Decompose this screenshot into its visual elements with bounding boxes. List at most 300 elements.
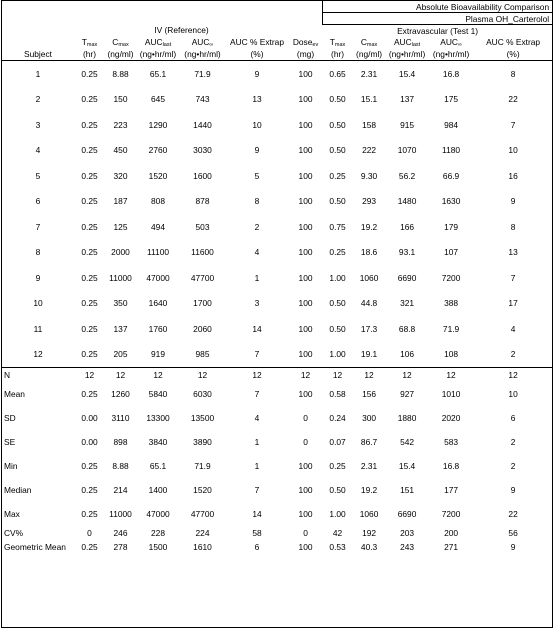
- unit-aucinf-iv: (ng•hr/ml): [180, 48, 225, 61]
- unit-tmax-ev: (hr): [322, 48, 353, 61]
- dose-value: 100: [298, 196, 313, 207]
- group-extravascular: Extravascular (Test 1): [397, 25, 479, 36]
- stat-label: Geometric Mean: [4, 542, 66, 552]
- stat-row: [2, 430, 553, 454]
- stat-value: 0: [303, 437, 308, 447]
- unit-extrap-iv: (%): [225, 48, 289, 61]
- iv-value: 223: [113, 119, 128, 130]
- ev-value: 15.1: [360, 94, 378, 105]
- stat-value: 65.1: [149, 461, 167, 471]
- stat-value: 542: [400, 437, 415, 447]
- ev-value: 0.75: [329, 221, 346, 232]
- stat-value: 13300: [146, 413, 170, 423]
- col-cmax-iv: Cmax: [112, 36, 129, 48]
- stat-value: 12: [353, 368, 385, 383]
- stat-value: 7200: [441, 509, 461, 519]
- stat-value: 0.07: [329, 437, 346, 447]
- ev-value: 106: [400, 349, 415, 360]
- table-row: [2, 87, 553, 113]
- stat-value: 2.31: [360, 461, 378, 471]
- stat-value: 151: [400, 485, 415, 495]
- iv-value: 8: [254, 196, 260, 207]
- stat-value: 15.4: [398, 461, 416, 471]
- stat-value: 12: [289, 368, 322, 383]
- iv-value: 125: [113, 221, 128, 232]
- ev-value: 93.1: [398, 247, 416, 258]
- dose-value: 100: [298, 323, 313, 334]
- stat-value: 3890: [193, 437, 212, 447]
- ev-value: 984: [444, 119, 459, 130]
- iv-value: 503: [195, 221, 210, 232]
- stat-value: 86.7: [360, 437, 378, 447]
- ev-value: 0.25: [329, 247, 346, 258]
- ev-value: 0.50: [329, 298, 346, 309]
- stat-value: 9: [510, 485, 516, 495]
- subject-rows: [2, 61, 553, 368]
- iv-value: 1440: [193, 119, 212, 130]
- iv-value: 0.25: [81, 68, 98, 79]
- col-extrap-iv: AUC % Extrap: [230, 37, 284, 47]
- stat-value: 278: [113, 542, 128, 552]
- stat-value: 2: [510, 461, 516, 471]
- stat-value: 1060: [359, 509, 379, 519]
- stat-value: 0: [87, 528, 92, 538]
- dose-value: 100: [298, 349, 313, 360]
- iv-value: 0.25: [81, 298, 98, 309]
- stat-value: 12: [180, 368, 225, 383]
- stat-value: 2020: [441, 413, 461, 423]
- stat-row: [2, 526, 553, 540]
- stat-value: 0.50: [329, 485, 346, 495]
- iv-value: 9: [254, 145, 260, 156]
- iv-value: 47000: [146, 272, 170, 283]
- table-title: Absolute Bioavailability Comparison: [322, 1, 553, 13]
- stat-value: 0.25: [81, 542, 98, 552]
- ev-value: 293: [362, 196, 377, 207]
- dose-value: 100: [298, 170, 313, 181]
- iv-value: 0.25: [81, 196, 98, 207]
- stat-row: [2, 368, 553, 383]
- ev-value: 1180: [442, 145, 461, 156]
- stat-value: 200: [444, 528, 459, 538]
- table-row: [2, 214, 553, 240]
- ev-value: 68.8: [398, 323, 416, 334]
- ev-value: 166: [400, 221, 415, 232]
- stat-value: 192: [362, 528, 377, 538]
- ev-value: 6690: [397, 272, 417, 283]
- iv-value: 743: [195, 94, 210, 105]
- stat-value: 0: [303, 413, 308, 423]
- unit-cmax-ev: (ng/ml): [353, 48, 385, 61]
- stat-value: 100: [298, 509, 313, 519]
- subject-id: 4: [35, 145, 41, 156]
- stat-value: 1: [254, 461, 260, 471]
- ev-value: 7: [510, 119, 516, 130]
- dose-value: 100: [298, 68, 313, 79]
- ev-value: 1070: [397, 145, 417, 156]
- dose-value: 100: [298, 298, 313, 309]
- subject-id: 12: [33, 349, 43, 360]
- table-row: [2, 316, 553, 342]
- stat-value: 4: [254, 413, 260, 423]
- stat-label: Median: [4, 485, 32, 495]
- stat-value: 6030: [193, 389, 212, 399]
- iv-value: 3: [254, 298, 260, 309]
- iv-value: 350: [113, 298, 128, 309]
- dose-value: 100: [298, 272, 313, 283]
- stat-value: 214: [113, 485, 128, 495]
- stat-value: 0.00: [81, 437, 98, 447]
- stat-value: 0.25: [329, 461, 346, 471]
- ev-value: 0.50: [329, 94, 346, 105]
- stat-value: 0.25: [81, 389, 98, 399]
- stat-value: 100: [298, 485, 313, 495]
- ev-value: 13: [508, 247, 518, 258]
- iv-value: 985: [195, 349, 210, 360]
- unit-dose: (mg): [289, 48, 322, 61]
- ev-value: 9.30: [360, 170, 378, 181]
- dose-value: 100: [298, 247, 313, 258]
- iv-value: 919: [151, 349, 165, 360]
- iv-value: 2060: [193, 323, 212, 334]
- stat-value: 16.8: [442, 461, 460, 471]
- ev-value: 108: [444, 349, 459, 360]
- iv-value: 205: [113, 349, 128, 360]
- stat-value: 12: [322, 368, 353, 383]
- iv-value: 11600: [191, 247, 214, 258]
- stat-value: 300: [362, 413, 377, 423]
- subject-id: 11: [33, 323, 43, 334]
- col-tmax-ev: Tmax: [329, 36, 346, 48]
- iv-value: 3030: [193, 145, 212, 156]
- stat-value: 3110: [111, 413, 130, 423]
- iv-value: 0.25: [81, 272, 98, 283]
- iv-value: 0.25: [81, 170, 98, 181]
- iv-value: 10: [252, 119, 262, 130]
- iv-value: 808: [151, 196, 165, 207]
- iv-value: 450: [113, 145, 128, 156]
- ev-value: 0.50: [329, 145, 346, 156]
- ev-value: 2: [510, 349, 516, 360]
- subject-id: 6: [35, 196, 41, 207]
- stat-value: 12: [74, 368, 105, 383]
- stat-value: 0.53: [329, 542, 346, 552]
- stat-value: 42: [332, 528, 343, 538]
- stat-label: Max: [4, 509, 20, 519]
- table-row: [2, 138, 553, 164]
- iv-value: 645: [151, 94, 165, 105]
- unit-aucinf-ev: (ng•hr/ml): [429, 48, 473, 61]
- stat-row: [2, 454, 553, 478]
- iv-value: 8.88: [112, 68, 129, 79]
- iv-value: 494: [151, 221, 165, 232]
- stat-value: 1500: [148, 542, 168, 552]
- ev-value: 22: [508, 94, 518, 105]
- ev-value: 16.8: [442, 68, 460, 79]
- subject-id: 8: [35, 247, 41, 258]
- stat-label: Min: [4, 461, 18, 471]
- ev-value: 158: [362, 119, 377, 130]
- ev-value: 0.50: [329, 196, 346, 207]
- stat-value: 927: [400, 389, 415, 399]
- summary-stat-rows: [2, 368, 553, 555]
- table-row: [2, 61, 553, 87]
- stat-row: [2, 406, 553, 430]
- ev-value: 17.3: [360, 323, 378, 334]
- dose-value: 100: [298, 221, 313, 232]
- stat-value: 100: [298, 542, 313, 552]
- iv-value: 0.25: [81, 119, 98, 130]
- stat-row: [2, 540, 553, 554]
- ev-value: 18.6: [360, 247, 378, 258]
- stat-value: 13500: [190, 413, 215, 423]
- table-row: [2, 265, 553, 291]
- col-cmax-ev: Cmax: [360, 36, 378, 48]
- table-row: [2, 189, 553, 215]
- stat-value: 0.00: [81, 413, 98, 423]
- unit-tmax-iv: (hr): [74, 48, 105, 61]
- subject-id: 2: [35, 94, 41, 105]
- stat-value: 0: [303, 528, 308, 538]
- ev-value: 1.00: [329, 349, 346, 360]
- ev-value: 1480: [397, 196, 417, 207]
- stat-value: 1: [254, 437, 260, 447]
- ev-value: 2.31: [360, 68, 378, 79]
- stat-value: 1520: [193, 485, 212, 495]
- ev-value: 66.9: [442, 170, 460, 181]
- stat-value: 0.25: [81, 461, 98, 471]
- iv-value: 137: [113, 323, 128, 334]
- stat-row: [2, 382, 553, 406]
- iv-value: 0.25: [81, 94, 98, 105]
- col-aucinf-ev: AUC∞: [440, 36, 462, 48]
- ev-value: 4: [510, 323, 516, 334]
- stat-value: 0.25: [81, 509, 98, 519]
- iv-value: 320: [113, 170, 128, 181]
- iv-value: 47700: [190, 272, 215, 283]
- iv-value: 1290: [148, 119, 168, 130]
- iv-value: 5: [254, 170, 260, 181]
- ev-value: 7: [510, 272, 516, 283]
- ev-value: 388: [444, 298, 459, 309]
- stat-value: 9: [510, 542, 516, 552]
- table-row: [2, 240, 553, 266]
- col-subject: Subject: [2, 48, 74, 61]
- ev-value: 10: [508, 145, 518, 156]
- stat-value: 100: [298, 461, 313, 471]
- dose-value: 100: [298, 94, 313, 105]
- ev-value: 8: [510, 221, 516, 232]
- ev-value: 1.00: [329, 272, 346, 283]
- iv-value: 0.25: [81, 349, 98, 360]
- subject-id: 9: [35, 272, 41, 283]
- iv-value: 1760: [148, 323, 168, 334]
- stat-value: 100: [298, 389, 313, 399]
- stat-value: 47000: [146, 509, 170, 519]
- subject-id: 3: [35, 119, 41, 130]
- stat-value: 10: [508, 389, 518, 399]
- iv-value: 71.9: [194, 68, 211, 79]
- stat-value: 1260: [111, 389, 130, 399]
- col-extrap-ev: AUC % Extrap: [486, 37, 541, 47]
- ev-value: 222: [362, 145, 377, 156]
- ev-value: 15.4: [398, 68, 416, 79]
- stat-value: 1400: [148, 485, 168, 495]
- iv-value: 7: [254, 349, 260, 360]
- group-iv-reference: IV (Reference): [154, 25, 209, 36]
- stat-value: 12: [429, 368, 473, 383]
- subject-id: 7: [35, 221, 41, 232]
- col-auclast-iv: AUClast: [144, 36, 172, 48]
- ev-value: 321: [400, 298, 415, 309]
- bioavailability-table-frame: [1, 0, 553, 628]
- iv-value: 1700: [193, 298, 212, 309]
- ev-value: 8: [510, 68, 516, 79]
- iv-value: 2000: [111, 247, 130, 258]
- iv-value: 13: [252, 94, 262, 105]
- stat-value: 271: [444, 542, 459, 552]
- dose-value: 100: [298, 119, 313, 130]
- stat-row: [2, 478, 553, 502]
- iv-value: 1: [254, 272, 260, 283]
- ev-value: 19.2: [360, 221, 378, 232]
- stat-value: 56: [508, 528, 518, 538]
- stat-value: 1.00: [329, 509, 346, 519]
- ev-value: 9: [510, 196, 516, 207]
- ev-value: 0.65: [329, 68, 346, 79]
- stat-value: 243: [400, 542, 415, 552]
- ev-value: 1060: [359, 272, 379, 283]
- ev-value: 0.50: [329, 323, 346, 334]
- iv-value: 1640: [148, 298, 168, 309]
- iv-value: 11100: [146, 247, 170, 258]
- iv-value: 878: [195, 196, 210, 207]
- unit-auclast-ev: (ng•hr/ml): [385, 48, 429, 61]
- col-dose: Doseev: [292, 36, 319, 48]
- stat-label: SD: [4, 413, 16, 423]
- ev-value: 17: [508, 298, 518, 309]
- stat-label: SE: [4, 437, 16, 447]
- stat-value: 58: [252, 528, 262, 538]
- col-auclast-ev: AUClast: [393, 36, 421, 48]
- table-row: [2, 342, 553, 368]
- iv-value: 187: [113, 196, 128, 207]
- stat-value: 19.2: [360, 485, 378, 495]
- ev-value: 44.8: [360, 298, 378, 309]
- stat-value: 12: [225, 368, 289, 383]
- iv-value: 2: [254, 221, 260, 232]
- iv-value: 14: [252, 323, 262, 334]
- stat-value: 3840: [148, 437, 168, 447]
- iv-value: 0.25: [81, 145, 98, 156]
- ev-value: 71.9: [442, 323, 460, 334]
- iv-value: 11000: [109, 272, 132, 283]
- ev-value: 107: [444, 247, 459, 258]
- stat-value: 22: [508, 509, 518, 519]
- stat-value: 12: [473, 368, 553, 383]
- ev-value: 56.2: [398, 170, 416, 181]
- bioavailability-table: [2, 1, 553, 554]
- unit-extrap-ev: (%): [473, 48, 553, 61]
- ev-value: 0.25: [329, 170, 346, 181]
- ev-value: 0.50: [329, 119, 346, 130]
- stat-value: 0.58: [329, 389, 346, 399]
- stat-value: 156: [362, 389, 377, 399]
- stat-value: 0.24: [329, 413, 346, 423]
- iv-value: 0.25: [81, 221, 98, 232]
- stat-value: 6: [254, 542, 260, 552]
- iv-value: 1600: [193, 170, 212, 181]
- stat-value: 5840: [148, 389, 168, 399]
- stat-label: Mean: [4, 389, 25, 399]
- stat-value: 224: [195, 528, 210, 538]
- iv-value: 0.25: [81, 247, 98, 258]
- dose-value: 100: [298, 145, 313, 156]
- ev-value: 1630: [441, 196, 461, 207]
- stat-value: 7: [254, 389, 260, 399]
- unit-cmax-iv: (ng/ml): [105, 48, 136, 61]
- iv-value: 0.25: [81, 323, 98, 334]
- stat-value: 6: [510, 413, 516, 423]
- stat-value: 71.9: [194, 461, 211, 471]
- col-tmax-iv: Tmax: [81, 36, 98, 48]
- stat-value: 1010: [441, 389, 461, 399]
- stat-label: CV%: [4, 528, 24, 538]
- ev-value: 137: [400, 94, 415, 105]
- stat-value: 177: [444, 485, 459, 495]
- stat-value: 40.3: [360, 542, 378, 552]
- ev-value: 175: [444, 94, 459, 105]
- stat-value: 2: [510, 437, 516, 447]
- stat-value: 228: [151, 528, 165, 538]
- stat-value: 12: [105, 368, 136, 383]
- table-row: [2, 163, 553, 189]
- ev-value: 7200: [441, 272, 461, 283]
- ev-value: 915: [400, 119, 415, 130]
- iv-value: 65.1: [149, 68, 167, 79]
- iv-value: 4: [254, 247, 260, 258]
- iv-value: 1520: [148, 170, 168, 181]
- stat-value: 583: [444, 437, 459, 447]
- stat-value: 11000: [109, 509, 132, 519]
- subject-id: 10: [33, 298, 43, 309]
- stat-value: 47700: [190, 509, 215, 519]
- ev-value: 19.1: [360, 349, 378, 360]
- ev-value: 179: [444, 221, 459, 232]
- iv-value: 2760: [148, 145, 168, 156]
- stat-value: 7: [254, 485, 260, 495]
- ev-value: 16: [508, 170, 518, 181]
- stat-value: 12: [136, 368, 180, 383]
- iv-value: 150: [113, 94, 128, 105]
- col-aucinf-iv: AUC∞: [191, 36, 214, 48]
- table-row: [2, 112, 553, 138]
- unit-auclast-iv: (ng•hr/ml): [136, 48, 180, 61]
- iv-value: 9: [254, 68, 260, 79]
- stat-value: 246: [113, 528, 128, 538]
- table-row: [2, 291, 553, 317]
- stat-value: 8.88: [112, 461, 129, 471]
- stat-value: 1880: [397, 413, 417, 423]
- stat-value: 898: [113, 437, 128, 447]
- subject-id: 5: [35, 170, 41, 181]
- stat-label: N: [2, 368, 74, 383]
- subject-id: 1: [35, 68, 41, 79]
- stat-value: 1610: [193, 542, 212, 552]
- stat-value: 6690: [397, 509, 417, 519]
- stat-value: 14: [252, 509, 262, 519]
- stat-value: 203: [400, 528, 415, 538]
